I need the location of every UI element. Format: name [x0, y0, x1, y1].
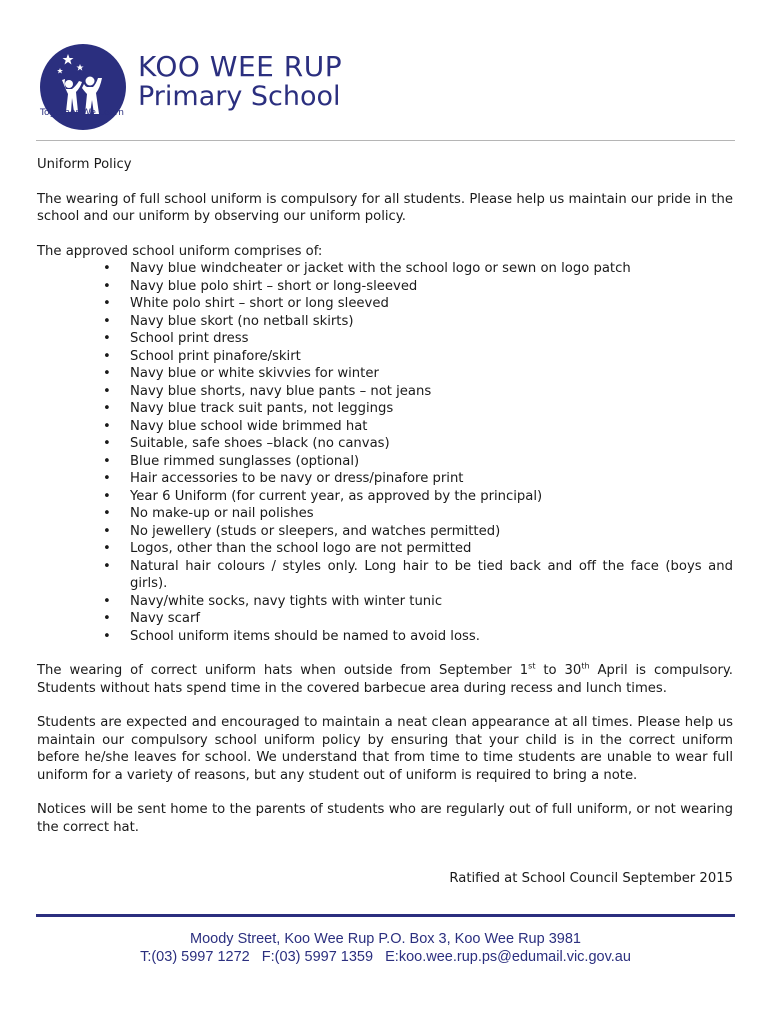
notices-paragraph: Notices will be sent home to the parents of students who are regularly out of full uniform, or not wearing the correct hat. — [37, 802, 733, 835]
list-item: • Navy blue or white skivvies for winter — [37, 365, 733, 383]
list-item: • School uniform items should be named to avoid loss. — [37, 628, 733, 646]
hats-text-3: April is compulsory. Students without hats spend time in the covered barbecue area during recess and lunch times. — [37, 663, 733, 696]
uniform-list — [37, 260, 733, 645]
list-item: • Navy/white socks, navy tights with winter tunic — [37, 593, 733, 611]
list-item: • School print dress — [37, 330, 733, 348]
list-item: • Navy blue shorts, navy blue pants – not jeans — [37, 383, 733, 401]
list-item: • Navy blue track suit pants, not leggings — [37, 400, 733, 418]
footer-divider — [36, 914, 735, 917]
intro-paragraph: The wearing of full school uniform is compulsory for all students. Please help us maintain our pride in the school and our uniform by observing our uniform policy. — [37, 191, 733, 224]
ratified-note: Ratified at School Council September 2015 — [449, 871, 733, 886]
list-item: • No jewellery (studs or sleepers, and watches permitted) — [37, 523, 733, 541]
list-item: • School print pinafore/skirt — [37, 348, 733, 366]
school-name-line2: Primary School — [138, 81, 341, 112]
list-item: • Hair accessories to be navy or dress/pinafore print — [37, 470, 733, 488]
footer-address: Moody Street, Koo Wee Rup P.O. Box 3, Koo Wee Rup 3981 — [190, 931, 581, 947]
hats-text-2: to 30 — [535, 663, 582, 678]
hats-sup-2: th — [581, 661, 590, 671]
school-logo — [38, 42, 128, 132]
school-name — [138, 52, 342, 112]
tagline: Together We Learn — [40, 108, 124, 118]
hats-paragraph — [37, 662, 733, 697]
list-item: • White polo shirt – short or long sleeved — [37, 295, 733, 313]
list-item: • Natural hair colours / styles only. Long hair to be tied back and off the face (boys and girls). — [37, 558, 733, 593]
policy-content — [37, 156, 733, 888]
list-item: • Navy blue windcheater or jacket with the school logo or sewn on logo patch — [37, 260, 733, 278]
list-item: • Blue rimmed sunglasses (optional) — [37, 453, 733, 471]
hats-sup-1: st — [528, 661, 536, 671]
page-title: Uniform Policy — [37, 157, 132, 172]
expectations-paragraph: Students are expected and encouraged to maintain a neat clean appearance at all times. Please help us maintain our compulsory school uniform policy by ensuring that your child is in the correct uniform before he/she leaves for school. We understand that from time to time students are unable to wear full uniform for a variety of reasons, but any student out of uniform is required to bring a note. — [37, 715, 733, 783]
list-item: • Navy blue polo shirt – short or long-sleeved — [37, 278, 733, 296]
school-name-line1: KOO WEE RUP — [138, 50, 343, 83]
list-item: • Navy scarf — [37, 610, 733, 628]
hats-text-1: The wearing of correct uniform hats when outside from September 1 — [37, 663, 529, 678]
header-divider — [36, 140, 735, 141]
list-item: • Suitable, safe shoes –black (no canvas) — [37, 435, 733, 453]
list-item: • Navy blue skort (no netball skirts) — [37, 313, 733, 331]
footer-contact: T:(03) 5997 1272 F:(03) 5997 1359 E:koo.wee.rup.ps@edumail.vic.gov.au — [140, 949, 631, 965]
list-item: • No make-up or nail polishes — [37, 505, 733, 523]
list-item: • Navy blue school wide brimmed hat — [37, 418, 733, 436]
list-item: • Logos, other than the school logo are not permitted — [37, 540, 733, 558]
list-item: • Year 6 Uniform (for current year, as approved by the principal) — [37, 488, 733, 506]
list-intro: The approved school uniform comprises of: — [37, 243, 323, 259]
footer — [36, 930, 735, 966]
